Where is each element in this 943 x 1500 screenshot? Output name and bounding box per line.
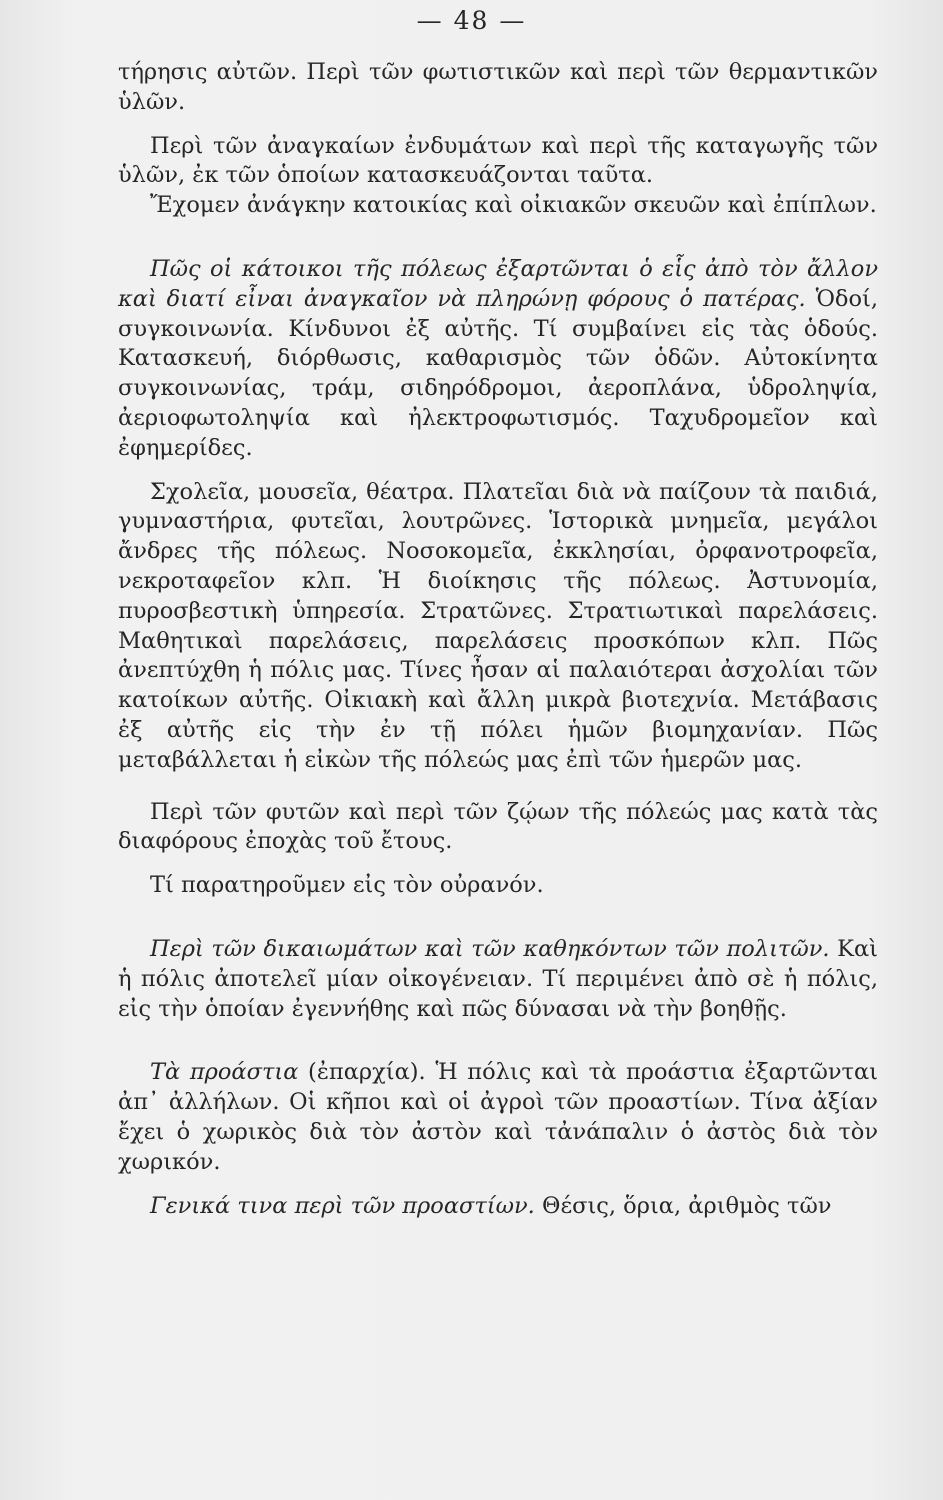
paragraph-2: Περὶ τῶν ἀναγκαίων ἐνδυμάτων καὶ περὶ τῆς καταγωγῆς τῶν ὑλῶν, ἐκ τῶν ὁποίων κατασκευάζονται ταῦτα. [118, 132, 878, 189]
body-text [118, 58, 878, 1221]
page-number: — 48 — [416, 6, 527, 35]
paragraph-8: Περὶ τῶν δικαιωμάτων καὶ τῶν καθηκόντων τῶν πολιτῶν. Καὶ ἡ πόλις ἀποτελεῖ μίαν οἰκογένειαν. Τί περιμένει ἀπὸ σὲ ἡ πόλις, εἰς τὴν ὁποίαν ἐγεννήθης καὶ πῶς δύνασαι νὰ τὴν βοηθῇς. [118, 935, 878, 1022]
paragraph-1: τήρησις αὐτῶν. Περὶ τῶν φωτιστικῶν καὶ περὶ τῶν θερμαντικῶν ὑλῶν. [118, 59, 878, 115]
paragraph-4: Πῶς οἱ κάτοικοι τῆς πόλεως ἐξαρτῶνται ὁ εἷς ἀπὸ τὸν ἄλλον καὶ διατί εἶναι ἀναγκαῖον νὰ πληρώνῃ φόρους ὁ πατέρας. Ὁδοί, συγκοινωνία. Κίνδυνοι ἐξ αὐτῆς. Τί συμβαίνει εἰς τὰς ὁδούς. Κατασκευή, διόρθωσις, καθαρισμὸς τῶν ὁδῶν. Αὐτοκίνητα συγκοινωνίας, τράμ, σιδηρόδρομοι, ἀεροπλάνα, ὑδροληψία, ἀεριοφωτοληψία καὶ ἠλεκτροφωτισμός. Ταχυδρομεῖον καὶ ἐφημερίδες. [118, 255, 878, 461]
paragraph-7: Τί παρατηροῦμεν εἰς τὸν οὐρανόν. [150, 872, 544, 899]
paragraph-9: Τὰ προάστια (ἐπαρχία). Ἡ πόλις καὶ τὰ προάστια ἐξαρτῶνται ἀπ᾽ ἀλλήλων. Οἱ κῆποι καὶ οἱ ἀγροὶ τῶν προαστίων. Τίνα ἀξίαν ἔχει ὁ χωρικὸς διὰ τὸν ἀστὸν καὶ τἀνάπαλιν ὁ ἀστὸς διὰ τὸν χωρικόν. [118, 1059, 878, 1175]
paragraph-5: Σχολεῖα, μουσεῖα, θέατρα. Πλατεῖαι διὰ νὰ παίζουν τὰ παιδιά, γυμναστήρια, φυτεῖαι, λουτρῶνες. Ἱστορικὰ μνημεῖα, μεγάλοι ἄνδρες τῆς πόλεως. Νοσοκομεῖα, ἐκκλησίαι, ὀρφανοτροφεῖα, νεκροταφεῖον κλπ. Ἡ διοίκησις τῆς πόλεως. Ἀστυνομία, πυροσβεστικὴ ὑπηρεσία. Στρατῶνες. Στρατιωτικαὶ παρελάσεις. Μαθητικαὶ παρελάσεις, παρελάσεις προσκόπων κλπ. Πῶς ἀνεπτύχθη ἡ πόλις μας. Τίνες ἦσαν αἱ παλαιότεραι ἀσχολίαι τῶν κατοίκων αὐτῆς. Οἰκιακὴ καὶ ἄλλη μικρὰ βιοτεχνία. Μετάβασις ἐξ αὐτῆς εἰς τὴν ἐν τῇ πόλει ἡμῶν βιομηχανίαν. Πῶς μεταβάλλεται ἡ εἰκὼν τῆς πόλεώς μας ἐπὶ τῶν ἡμερῶν μας. [118, 478, 878, 773]
paragraph-3: Ἔχομεν ἀνάγκην κατοικίας καὶ οἰκιακῶν σκευῶν καὶ ἐπίπλων. [150, 192, 877, 219]
paragraph-10: Γενικά τινα περὶ τῶν προαστίων. Θέσις, ὅρια, ἀριθμὸς τῶν [150, 1192, 832, 1219]
paragraph-6: Περὶ τῶν φυτῶν καὶ περὶ τῶν ζῴων τῆς πόλεώς μας κατὰ τὰς διαφόρους ἐποχὰς τοῦ ἔτους. [118, 798, 878, 855]
